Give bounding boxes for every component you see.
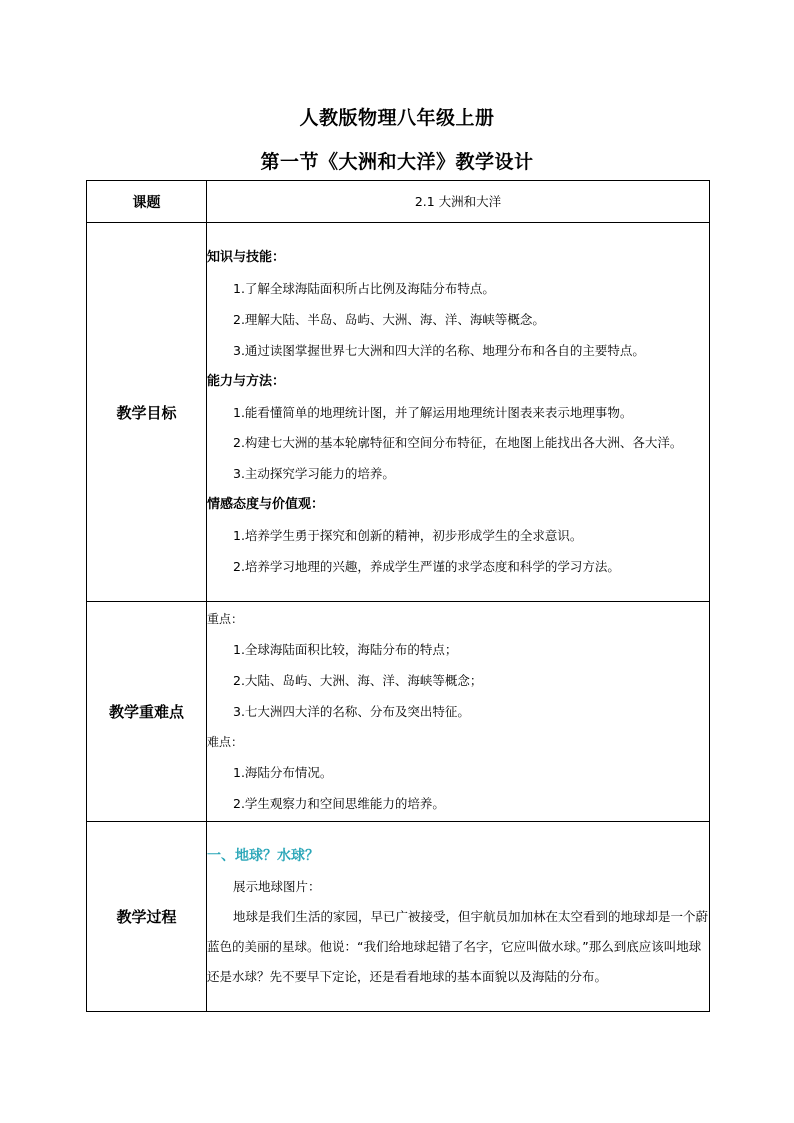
- table-row-process: [87, 822, 710, 1012]
- list-item: 1.能看懂简单的地理统计图，并了解运用地理统计图表来表示地理事物。: [233, 405, 633, 420]
- section-title: 一、地球？水球？: [207, 848, 319, 864]
- focus-heading: 重点：: [207, 612, 244, 626]
- process-paragraph: 地球是我们生活的家园，早已广被接受，但宇航员加加林在太空看到的地球却是一个蔚蓝色的美丽的星球。他说：“我们给地球起错了名字，它应叫做水球。”那么到底应该叫地球还是水球？先不要早下定论，还是看看地球的基本面貌以及海陆的分布。: [207, 909, 709, 984]
- process-intro: 展示地球图片：: [233, 879, 321, 894]
- list-item: 3.主动探究学习能力的培养。: [233, 466, 395, 481]
- topic-value: 2.1 大洲和大洋: [207, 181, 710, 223]
- list-item: 1.海陆分布情况。: [233, 765, 333, 780]
- list-item: 2.培养学习地理的兴趣，养成学生严谨的求学态度和科学的学习方法。: [233, 559, 620, 574]
- process-content: [207, 822, 710, 1012]
- table-row-key-points: [87, 602, 710, 822]
- list-item: 2.构建七大洲的基本轮廓特征和空间分布特征，在地图上能找出各大洲、各大洋。: [233, 435, 683, 450]
- process-label: 教学过程: [87, 822, 207, 1012]
- key-points-content: [207, 602, 710, 822]
- document-subtitle: 第一节《大洲和大洋》教学设计: [260, 151, 534, 173]
- list-item: 2.大陆、岛屿、大洲、海、洋、海峡等概念；: [233, 673, 483, 688]
- knowledge-heading: 知识与技能：: [207, 250, 286, 265]
- list-item: 1.全球海陆面积比较，海陆分布的特点；: [233, 642, 458, 657]
- emotion-heading: 情感态度与价值观：: [207, 497, 325, 512]
- list-item: 1.培养学生勇于探究和创新的精神，初步形成学生的全求意识。: [233, 528, 583, 543]
- table-row-topic: [87, 181, 710, 223]
- list-item: 3.七大洲四大洋的名称、分布及突出特征。: [233, 704, 470, 719]
- document-title: 人教版物理八年级上册: [299, 107, 495, 129]
- list-item: 2.学生观察力和空间思维能力的培养。: [233, 796, 445, 811]
- list-item: 1.了解全球海陆面积所占比例及海陆分布特点。: [233, 281, 495, 296]
- ability-heading: 能力与方法：: [207, 374, 286, 389]
- topic-label: 课题: [87, 181, 207, 223]
- lesson-plan-table: [86, 180, 710, 1012]
- objectives-content: [207, 223, 710, 602]
- difficulty-heading: 难点：: [207, 735, 244, 749]
- table-row-objectives: [87, 223, 710, 602]
- key-points-label: 教学重难点: [87, 602, 207, 822]
- list-item: 2.理解大陆、半岛、岛屿、大洲、海、洋、海峡等概念。: [233, 312, 545, 327]
- objectives-label: 教学目标: [87, 223, 207, 602]
- list-item: 3.通过读图掌握世界七大洲和四大洋的名称、地理分布和各自的主要特点。: [233, 343, 645, 358]
